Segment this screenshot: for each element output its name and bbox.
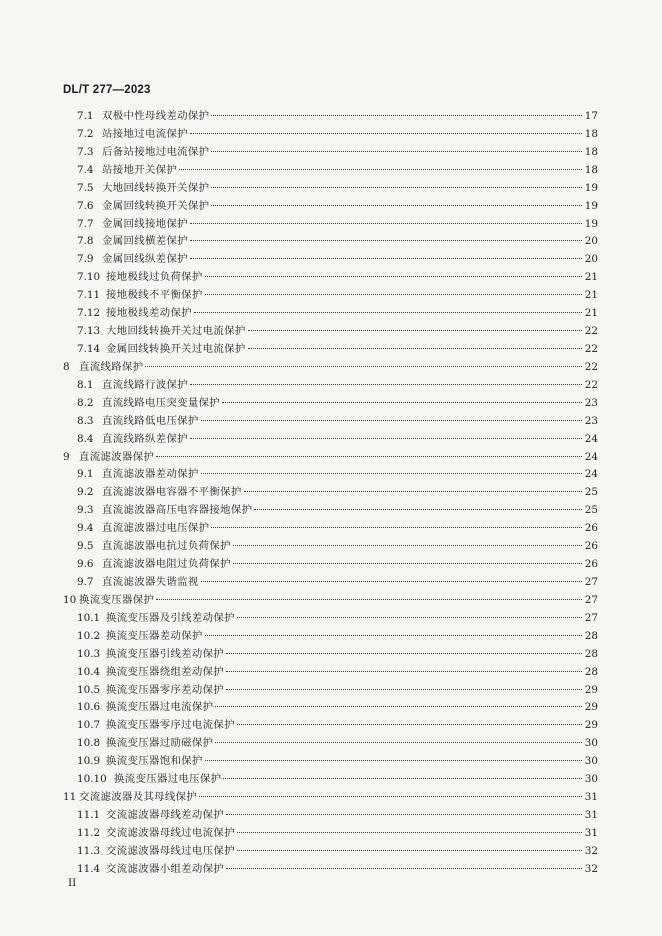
toc-entry[interactable] (63, 538, 598, 556)
toc-entry-page: 31 (584, 826, 598, 839)
dot-leader (199, 796, 582, 797)
toc-entry[interactable] (63, 341, 598, 359)
toc-entry-title: 直流线路保护 (79, 360, 144, 373)
dot-leader (237, 617, 582, 618)
toc-entry-page: 21 (584, 271, 598, 284)
toc-entry[interactable] (63, 664, 598, 682)
toc-entry-title: 接地极线过负荷保护 (106, 271, 203, 284)
toc-entry[interactable] (63, 735, 598, 753)
dot-leader (156, 456, 582, 457)
toc-entry[interactable] (63, 628, 598, 646)
toc-entry-number: 11.2 (77, 826, 101, 839)
dot-leader (233, 563, 582, 564)
toc-entry[interactable] (63, 233, 598, 251)
dot-leader (226, 814, 582, 815)
toc-entry-page: 18 (584, 145, 598, 158)
toc-entry-number: 11 (63, 791, 77, 804)
toc-entry-number: 7.1 (77, 110, 94, 122)
toc-entry-title: 接地极线不平衡保护 (106, 289, 203, 302)
toc-entry-number: 9 (63, 450, 70, 463)
dot-leader (211, 115, 582, 116)
toc-entry-page: 17 (584, 110, 598, 122)
toc-entry[interactable] (63, 431, 598, 449)
toc-entry-page: 18 (584, 163, 598, 176)
toc-entry-number: 7.12 (77, 307, 101, 320)
toc-entry-title: 换流变压器零序过电流保护 (106, 719, 235, 732)
toc-entry-title: 换流变压器过电流保护 (106, 701, 214, 714)
dot-leader (179, 169, 582, 170)
toc-entry-title: 站接地开关保护 (102, 163, 178, 176)
toc-entry[interactable] (63, 771, 598, 789)
dot-leader (226, 868, 582, 869)
toc-entry[interactable] (63, 269, 598, 287)
toc-entry-title: 交流滤波器及其母线保护 (79, 791, 198, 804)
dot-leader (201, 581, 582, 582)
toc-entry-page: 25 (584, 486, 598, 499)
dot-leader (211, 527, 582, 528)
toc-entry-number: 10.3 (77, 647, 101, 660)
toc-entry-title: 后备站接地过电流保护 (102, 145, 210, 158)
toc-entry-title: 换流变压器零序差动保护 (106, 683, 225, 696)
toc-entry-number: 8.1 (77, 378, 94, 391)
toc-entry-number: 8.2 (77, 396, 94, 409)
dot-leader (211, 187, 582, 188)
dot-leader (205, 276, 582, 277)
dot-leader (254, 509, 582, 510)
dot-leader (211, 205, 582, 206)
toc-entry[interactable] (63, 753, 598, 771)
toc-entry-title: 双极中性母线差动保护 (102, 110, 210, 122)
toc-entry-page: 24 (584, 432, 598, 445)
toc-entry-title: 换流变压器及引线差动保护 (106, 611, 235, 624)
document-header: DL/T 277—2023 (63, 84, 151, 96)
toc-entry-page: 30 (584, 755, 598, 768)
dot-leader (237, 724, 582, 725)
toc-entry[interactable] (63, 305, 598, 323)
toc-entry-title: 换流变压器差动保护 (106, 629, 203, 642)
toc-entry-number: 11.3 (77, 844, 101, 857)
toc-entry-number: 8.4 (77, 432, 94, 445)
dot-leader (205, 760, 582, 761)
toc-entry-number: 9.2 (77, 486, 94, 499)
toc-entry-page: 29 (584, 701, 598, 714)
toc-entry-title: 直流线路低电压保护 (102, 414, 199, 427)
toc-entry[interactable] (63, 843, 598, 861)
toc-entry[interactable] (63, 520, 598, 538)
page-number: II (68, 877, 77, 889)
toc-entry-number: 7.7 (77, 217, 94, 230)
toc-entry-page: 21 (584, 289, 598, 302)
toc-entry-number: 9.7 (77, 575, 94, 588)
toc-entry-number: 7.5 (77, 181, 94, 194)
toc-entry-title: 直流线路电压突变量保护 (102, 396, 221, 409)
toc-entry-number: 10.10 (77, 773, 107, 786)
toc-entry[interactable] (63, 466, 598, 484)
toc-entry[interactable] (63, 556, 598, 574)
toc-entry-number: 7.13 (77, 325, 101, 338)
dot-leader (190, 240, 582, 241)
toc-entry[interactable] (63, 377, 598, 395)
toc-entry-page: 19 (584, 181, 598, 194)
toc-entry-title: 直流滤波器高压电容器接地保护 (102, 504, 253, 517)
toc-entry-number: 7.3 (77, 145, 94, 158)
toc-entry-number: 7.4 (77, 163, 94, 176)
toc-entry-number: 7.9 (77, 253, 94, 266)
toc-entry-number: 7.6 (77, 199, 94, 212)
toc-entry-page: 32 (584, 862, 598, 875)
dot-leader (190, 438, 582, 439)
dot-leader (226, 653, 582, 654)
dot-leader (237, 850, 582, 851)
toc-entry[interactable] (63, 216, 598, 234)
toc-entry-page: 26 (584, 558, 598, 571)
toc-entry-page: 19 (584, 217, 598, 230)
dot-leader (205, 294, 582, 295)
toc-entry-page: 19 (584, 199, 598, 212)
toc-entry-page: 21 (584, 307, 598, 320)
toc-entry-number: 7.14 (77, 342, 101, 355)
toc-entry-number: 10.1 (77, 611, 101, 624)
toc-entry[interactable] (63, 108, 598, 126)
dot-leader (190, 133, 582, 134)
toc-entry-page: 27 (584, 575, 598, 588)
toc-entry-number: 11.4 (77, 862, 101, 875)
toc-entry-page: 22 (584, 342, 598, 355)
toc-entry-title: 直流滤波器保护 (79, 450, 155, 463)
dot-leader (201, 473, 582, 474)
dot-leader (223, 778, 582, 779)
dot-leader (211, 151, 582, 152)
toc-entry-title: 换流变压器过励磁保护 (106, 737, 214, 750)
toc-entry-title: 直流线路纵差保护 (102, 432, 188, 445)
toc-entry-number: 9.3 (77, 504, 94, 517)
toc-entry-title: 换流变压器过电压保护 (114, 773, 222, 786)
toc-entry-number: 10.4 (77, 665, 101, 678)
dot-leader (156, 599, 582, 600)
toc-entry-page: 27 (584, 593, 598, 606)
toc-entry-page: 30 (584, 737, 598, 750)
toc-entry-page: 20 (584, 253, 598, 266)
toc-entry[interactable] (63, 502, 598, 520)
toc-entry-number: 9.5 (77, 540, 94, 553)
toc-entry-page: 31 (584, 808, 598, 821)
toc-entry-number: 7.8 (77, 235, 94, 248)
toc-entry-number: 9.4 (77, 522, 94, 535)
toc-entry-title: 直流滤波器电抗过负荷保护 (102, 540, 231, 553)
toc-entry-page: 29 (584, 683, 598, 696)
toc-entry[interactable] (63, 807, 598, 825)
toc-entry-page: 25 (584, 504, 598, 517)
toc-entry-number: 10.9 (77, 755, 101, 768)
toc-entry-title: 直流滤波器电容器不平衡保护 (102, 486, 242, 499)
toc-entry-title: 站接地过电流保护 (102, 127, 188, 140)
dot-leader (190, 258, 582, 259)
toc-entry-page: 23 (584, 396, 598, 409)
toc-entry-page: 24 (584, 450, 598, 463)
dot-leader (237, 832, 582, 833)
toc-entry-title: 金属回线转换开关过电流保护 (106, 342, 246, 355)
toc-entry-number: 10.2 (77, 629, 101, 642)
dot-leader (248, 330, 582, 331)
toc-entry[interactable] (63, 484, 598, 502)
toc-entry[interactable] (63, 610, 598, 628)
toc-entry[interactable] (63, 861, 598, 879)
toc-entry[interactable] (63, 717, 598, 735)
toc-entry-page: 26 (584, 540, 598, 553)
toc-entry[interactable] (63, 682, 598, 700)
toc-entry-title: 交流滤波器母线差动保护 (106, 808, 225, 821)
toc-entry-title: 换流变压器绕组差动保护 (106, 665, 225, 678)
toc-entry-title: 换流变压器引线差动保护 (106, 647, 225, 660)
dot-leader (190, 223, 582, 224)
toc-entry-page: 28 (584, 647, 598, 660)
toc-entry-page: 22 (584, 325, 598, 338)
dot-leader (215, 706, 582, 707)
toc-entry-title: 交流滤波器小组差动保护 (106, 862, 225, 875)
toc-entry[interactable] (63, 251, 598, 269)
toc-entry-title: 大地回线转换开关过电流保护 (106, 325, 246, 338)
toc-entry[interactable] (63, 162, 598, 180)
toc-entry-number: 10.7 (77, 719, 101, 732)
toc-entry-page: 31 (584, 791, 598, 804)
toc-entry-number: 10 (63, 593, 77, 606)
dot-leader (205, 635, 582, 636)
toc-entry-title: 换流变压器保护 (79, 593, 155, 606)
toc-entry-number: 7.11 (77, 289, 101, 302)
toc-entry-page: 22 (584, 378, 598, 391)
dot-leader (145, 366, 582, 367)
toc-entry[interactable] (63, 699, 598, 717)
toc-entry-title: 直流线路行波保护 (102, 378, 188, 391)
toc-entry-number: 10.6 (77, 701, 101, 714)
toc-entry[interactable] (63, 323, 598, 341)
toc-entry-title: 金属回线接地保护 (102, 217, 188, 230)
toc-entry[interactable] (63, 646, 598, 664)
toc-entry-title: 直流滤波器过电压保护 (102, 522, 210, 535)
dot-leader (190, 384, 582, 385)
toc-entry-number: 8 (63, 360, 70, 373)
toc-entry[interactable] (63, 144, 598, 162)
toc-entry-page: 28 (584, 665, 598, 678)
dot-leader (226, 671, 582, 672)
toc-entry-number: 9.1 (77, 468, 94, 481)
dot-leader (244, 491, 582, 492)
toc-entry-number: 7.2 (77, 127, 94, 140)
dot-leader (201, 420, 582, 421)
toc-entry-page: 32 (584, 844, 598, 857)
toc-entry-title: 接地极线差动保护 (106, 307, 192, 320)
toc-entry-title: 金属回线转换开关保护 (102, 199, 210, 212)
toc-entry-title: 交流滤波器母线过电压保护 (106, 844, 235, 857)
toc-entry-page: 22 (584, 360, 598, 373)
toc-entry-page: 26 (584, 522, 598, 535)
toc-entry-page: 29 (584, 719, 598, 732)
toc-entry-page: 24 (584, 468, 598, 481)
toc-entry-title: 直流滤波器失谐监视 (102, 575, 199, 588)
toc-entry-number: 8.3 (77, 414, 94, 427)
dot-leader (215, 742, 582, 743)
toc-entry-page: 20 (584, 235, 598, 248)
toc-entry[interactable] (63, 395, 598, 413)
dot-leader (194, 312, 582, 313)
dot-leader (222, 402, 582, 403)
toc-entry-page: 23 (584, 414, 598, 427)
toc-entry[interactable] (63, 592, 598, 610)
table-of-contents (63, 108, 598, 879)
toc-entry[interactable] (63, 180, 598, 198)
dot-leader (226, 689, 582, 690)
toc-entry-number: 10.5 (77, 683, 101, 696)
toc-entry-title: 金属回线横差保护 (102, 235, 188, 248)
toc-entry-title: 直流滤波器电阻过负荷保护 (102, 558, 231, 571)
toc-entry-title: 直流滤波器差动保护 (102, 468, 199, 481)
toc-entry-title: 换流变压器饱和保护 (106, 755, 203, 768)
toc-entry-number: 9.6 (77, 558, 94, 571)
dot-leader (248, 348, 582, 349)
toc-entry[interactable] (63, 449, 598, 467)
toc-entry[interactable] (63, 287, 598, 305)
toc-entry-title: 大地回线转换开关保护 (102, 181, 210, 194)
toc-entry-number: 11.1 (77, 808, 101, 821)
toc-entry-page: 28 (584, 629, 598, 642)
toc-entry-title: 交流滤波器母线过电流保护 (106, 826, 235, 839)
toc-entry[interactable] (63, 126, 598, 144)
toc-entry[interactable] (63, 825, 598, 843)
toc-entry-page: 27 (584, 611, 598, 624)
toc-entry[interactable] (63, 413, 598, 431)
dot-leader (233, 545, 582, 546)
toc-entry[interactable] (63, 574, 598, 592)
toc-entry-page: 18 (584, 127, 598, 140)
toc-entry[interactable] (63, 359, 598, 377)
toc-entry-number: 7.10 (77, 271, 101, 284)
toc-entry[interactable] (63, 198, 598, 216)
toc-entry-number: 10.8 (77, 737, 101, 750)
toc-entry-page: 30 (584, 773, 598, 786)
toc-entry-title: 金属回线纵差保护 (102, 253, 188, 266)
toc-entry[interactable] (63, 789, 598, 807)
